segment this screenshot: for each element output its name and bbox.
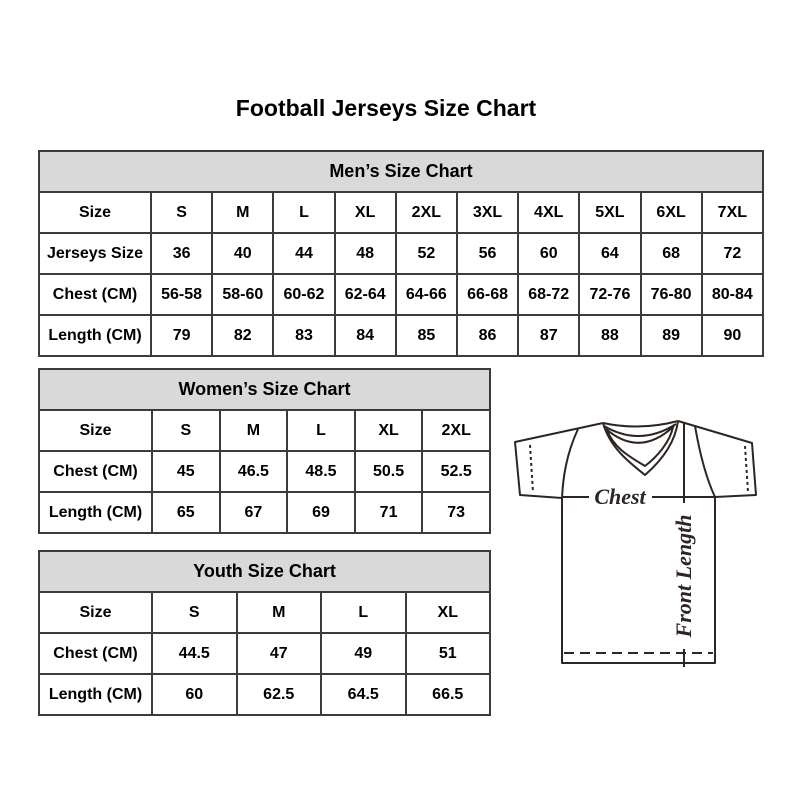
table-row [39, 233, 763, 274]
size-value-cell: 6XL [641, 192, 702, 233]
size-value-cell: 2XL [396, 192, 457, 233]
size-value-cell: XL [406, 592, 491, 633]
size-value-cell: 89 [641, 315, 702, 356]
youth-size-table [38, 550, 491, 716]
size-value-cell: M [212, 192, 273, 233]
size-value-cell: S [152, 410, 220, 451]
size-value-cell: 60 [518, 233, 579, 274]
size-value-cell: 56 [457, 233, 518, 274]
row-label-cell: Size [39, 410, 152, 451]
size-value-cell: L [287, 410, 355, 451]
row-label-cell: Chest (CM) [39, 274, 151, 315]
size-value-cell: 44 [273, 233, 334, 274]
table-row [39, 592, 490, 633]
size-value-cell: 73 [422, 492, 490, 533]
size-value-cell: 58-60 [212, 274, 273, 315]
size-value-cell: L [321, 592, 406, 633]
size-value-cell: 56-58 [151, 274, 212, 315]
size-value-cell: 82 [212, 315, 273, 356]
size-value-cell: 72-76 [579, 274, 640, 315]
size-value-cell: 47 [237, 633, 322, 674]
right-cuff-stitch-line [745, 446, 748, 492]
size-value-cell: XL [335, 192, 396, 233]
size-value-cell: 5XL [579, 192, 640, 233]
size-value-cell: 60 [152, 674, 237, 715]
table-row [39, 674, 490, 715]
table-row [39, 192, 763, 233]
size-value-cell: 66-68 [457, 274, 518, 315]
table-row [39, 633, 490, 674]
jersey-outline [515, 421, 756, 663]
size-value-cell: 86 [457, 315, 518, 356]
size-value-cell: M [220, 410, 288, 451]
row-label-cell: Size [39, 192, 151, 233]
table-row [39, 315, 763, 356]
size-value-cell: 4XL [518, 192, 579, 233]
row-label-cell: Length (CM) [39, 315, 151, 356]
size-value-cell: 65 [152, 492, 220, 533]
chest-measure-label: Chest [594, 484, 646, 509]
size-value-cell: 67 [220, 492, 288, 533]
size-value-cell: 90 [702, 315, 763, 356]
size-value-cell: 48.5 [287, 451, 355, 492]
size-value-cell: 52 [396, 233, 457, 274]
table-row [39, 451, 490, 492]
size-value-cell: 52.5 [422, 451, 490, 492]
size-value-cell: 64-66 [396, 274, 457, 315]
row-label-cell: Length (CM) [39, 492, 152, 533]
size-value-cell: 72 [702, 233, 763, 274]
mens-size-table [38, 150, 764, 357]
size-value-cell: L [273, 192, 334, 233]
size-value-cell: 44.5 [152, 633, 237, 674]
row-label-cell: Chest (CM) [39, 633, 152, 674]
size-value-cell: XL [355, 410, 423, 451]
size-value-cell: 64.5 [321, 674, 406, 715]
size-value-cell: M [237, 592, 322, 633]
men-table-title: Men’s Size Chart [39, 151, 763, 192]
left-cuff-stitch-line [530, 445, 533, 492]
size-value-cell: 87 [518, 315, 579, 356]
size-value-cell: 76-80 [641, 274, 702, 315]
size-value-cell: 2XL [422, 410, 490, 451]
size-value-cell: 85 [396, 315, 457, 356]
table-row [39, 410, 490, 451]
size-value-cell: 3XL [457, 192, 518, 233]
page-title: Football Jerseys Size Chart [235, 95, 537, 121]
size-value-cell: 62.5 [237, 674, 322, 715]
size-value-cell: 68 [641, 233, 702, 274]
row-label-cell: Size [39, 592, 152, 633]
size-value-cell: 68-72 [518, 274, 579, 315]
size-value-cell: 48 [335, 233, 396, 274]
size-value-cell: S [151, 192, 212, 233]
size-value-cell: 79 [151, 315, 212, 356]
size-value-cell: 49 [321, 633, 406, 674]
size-value-cell: 36 [151, 233, 212, 274]
table-row [39, 492, 490, 533]
size-value-cell: 66.5 [406, 674, 491, 715]
womens-size-table [38, 368, 491, 534]
front-length-measure-label: Front Length [671, 514, 696, 638]
size-value-cell: 71 [355, 492, 423, 533]
size-value-cell: 80-84 [702, 274, 763, 315]
size-value-cell: 64 [579, 233, 640, 274]
size-value-cell: 88 [579, 315, 640, 356]
size-value-cell: 46.5 [220, 451, 288, 492]
size-value-cell: 7XL [702, 192, 763, 233]
size-value-cell: 60-62 [273, 274, 334, 315]
row-label-cell: Length (CM) [39, 674, 152, 715]
size-value-cell: 45 [152, 451, 220, 492]
size-value-cell: 69 [287, 492, 355, 533]
row-label-cell: Jerseys Size [39, 233, 151, 274]
jersey-diagram [505, 400, 775, 690]
size-value-cell: 62-64 [335, 274, 396, 315]
size-value-cell: 84 [335, 315, 396, 356]
size-value-cell: 50.5 [355, 451, 423, 492]
size-value-cell: S [152, 592, 237, 633]
youth-table-title: Youth Size Chart [39, 551, 490, 592]
row-label-cell: Chest (CM) [39, 451, 152, 492]
size-value-cell: 51 [406, 633, 491, 674]
table-row [39, 274, 763, 315]
size-value-cell: 83 [273, 315, 334, 356]
women-table-title: Women’s Size Chart [39, 369, 490, 410]
size-value-cell: 40 [212, 233, 273, 274]
